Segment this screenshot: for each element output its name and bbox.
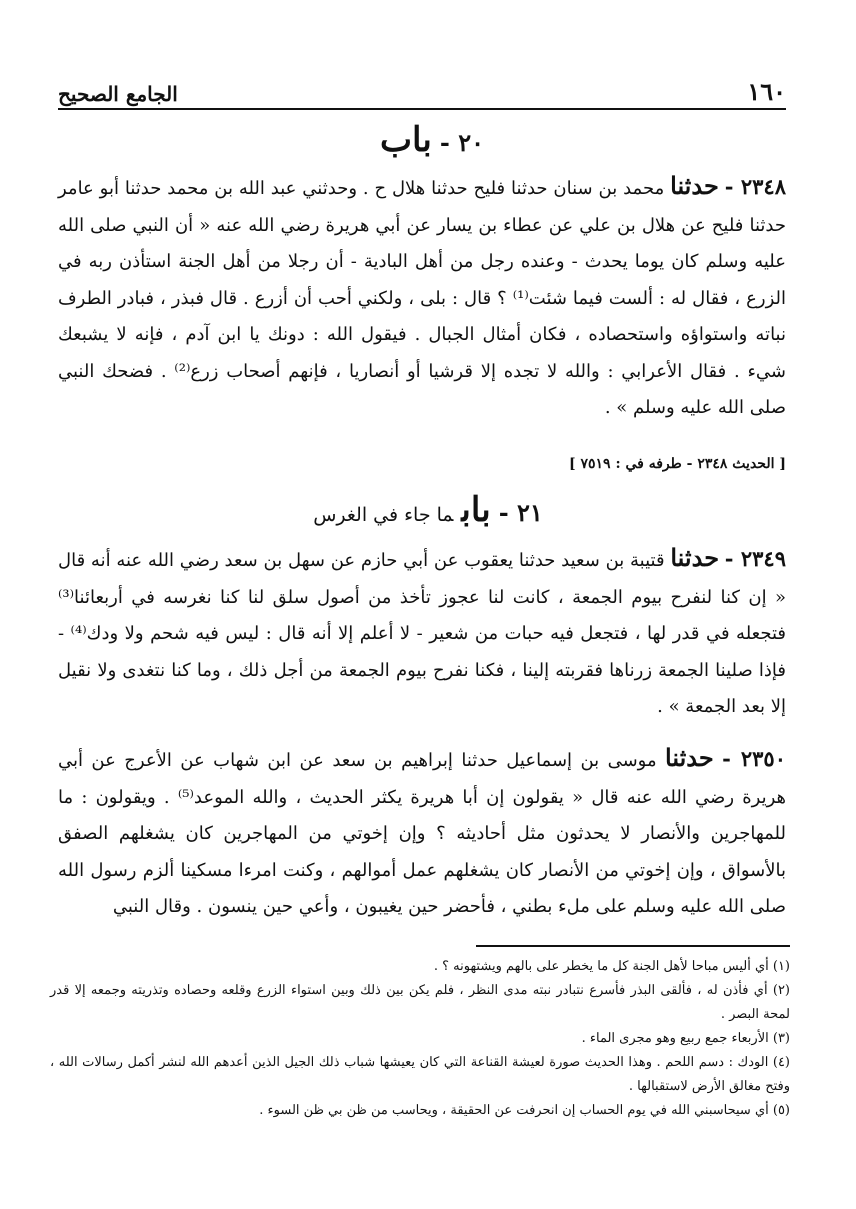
- footnote-3: (٣) الأربعاء جمع ربيع وهو مجرى الماء .: [581, 1031, 790, 1046]
- footnote-rule: [476, 945, 790, 947]
- chapter-20-heading: [60, 120, 796, 160]
- footnote-5: (٥) أي سيحاسبني الله في يوم الحساب إن انحرفت عن الحقيقة ، ويحاسب من ظن بي ظن السوء .: [259, 1103, 790, 1118]
- header-rule: [58, 108, 786, 110]
- chapter-number: ٢٠ -: [439, 128, 484, 157]
- hadith-number: ٢٣٥٠ -: [722, 746, 786, 771]
- haddathana-label: حدثنا: [665, 743, 714, 772]
- hadith-2348: [58, 168, 786, 427]
- hadith-text: محمد بن سنان حدثنا فليح حدثنا هلال ح . وحدثني عبد الله بن محمد حدثنا أبو عامر حدثنا فليح عن هلال بن علي عن عطاء بن يسار عن أبي هريرة رضي الله عنه « أن النبي صلى الله عليه وسلم كان يوما يحدث - وعنده رجل من أهل البادية - أن رجلا من أهل الجنة استأذن ربه في الزرع ، فقال له : ألست فيما شئت⁽¹⁾ ؟ قال : بلى ، ولكني أحب أن أزرع . قال فبذر ، فبادر الطرف نباته واستواؤه واستحصاده ، فكان أمثال الجبال . فيقول الله : دونك يا ابن آدم ، فإنه لا يشبعك شيء . فقال الأعرابي : والله لا تجده إلا قرشيا أو أنصاريا ، فإنهم أصحاب زرع⁽²⁾ . فضحك النبي صلى الله عليه وسلم » .: [58, 178, 786, 418]
- hadith-2350: [58, 740, 786, 926]
- page-number: ١٦٠: [747, 77, 786, 106]
- page-header: [58, 72, 786, 106]
- haddathana-label: حدثنا: [670, 543, 720, 572]
- chapter-subtitle: ما جاء في الغرس: [313, 504, 454, 526]
- chapter-21-heading: [60, 490, 796, 530]
- chapter-word: باب: [461, 490, 491, 530]
- chapter-number: ٢١ -: [498, 498, 543, 527]
- hadith-text: موسى بن إسماعيل حدثنا إبراهيم بن سعد عن ابن شهاب عن الأعرج عن أبي هريرة رضي الله عنه قال « يقولون إن أبا هريرة يكثر الحديث ، والله الموعد⁽⁵⁾ . ويقولون : ما للمهاجرين والأنصار لا يحدثون مثل أحاديثه ؟ وإن إخوتي من المهاجرين كان يشغلهم الصفق بالأسواق ، وإن إخوتي من الأنصار كان يشغلهم عمل أموالهم ، وكنت امرءا مسكينا ألزم رسول الله صلى الله عليه وسلم على ملء بطني ، فأحضر حين يغيبون ، وأعي حين ينسون . وقال النبي: [58, 750, 787, 917]
- book-title: الجامع الصحيح: [58, 82, 178, 106]
- hadith-text: قتيبة بن سعيد حدثنا يعقوب عن أبي حازم عن سهل بن سعد رضي الله عنه أنه قال « إن كنا لنفرح بيوم الجمعة ، كانت لنا عجوز تأخذ من أصول سلق لنا كنا نغرسه في أربعائنا⁽³⁾ فتجعله في قدر لها ، فتجعل فيه حبات من شعير - لا أعلم إلا أنه قال : ليس فيه شحم ولا ودك⁽⁴⁾ - فإذا صلينا الجمعة زرناها فقربته إلينا ، فكنا نفرح بيوم الجمعة من أجل ذلك ، وما كنا نتغدى ولا نقيل إلا بعد الجمعة » .: [58, 550, 786, 717]
- hadith-2349: [58, 540, 786, 726]
- footnotes: [50, 955, 790, 1123]
- footnote-2: (٢) أي فأذن له ، فألقى البذر فأسرع نتبادر نبته مدى النظر ، فلم يكن بين ذلك وبين استواء الزرع وقلعه وحصاده وتذريته وجمعه إلا قدر لمحة البصر .: [50, 983, 790, 1022]
- hadith-number: ٢٣٤٩ -: [724, 546, 786, 571]
- haddathana-label: حدثنا: [670, 171, 719, 200]
- chapter-word: باب: [380, 120, 432, 160]
- footnote-4: (٤) الودك : دسم اللحم . وهذا الحديث صورة لعيشة القناعة التي كان يعيشها شباب ذلك الجيل الذين أعدهم الله لنشر أكمل رسالات الله ، وفتح مغالق الأرض لاستقبالها .: [50, 1055, 790, 1094]
- hadith-reference: [ الحديث ٢٣٤٨ - طرفه في : ٧٥١٩ ]: [569, 456, 786, 472]
- footnote-1: (١) أي أليس مباحا لأهل الجنة كل ما يخطر على بالهم ويشتهونه ؟ .: [433, 959, 790, 974]
- hadith-number: ٢٣٤٨ -: [724, 174, 786, 199]
